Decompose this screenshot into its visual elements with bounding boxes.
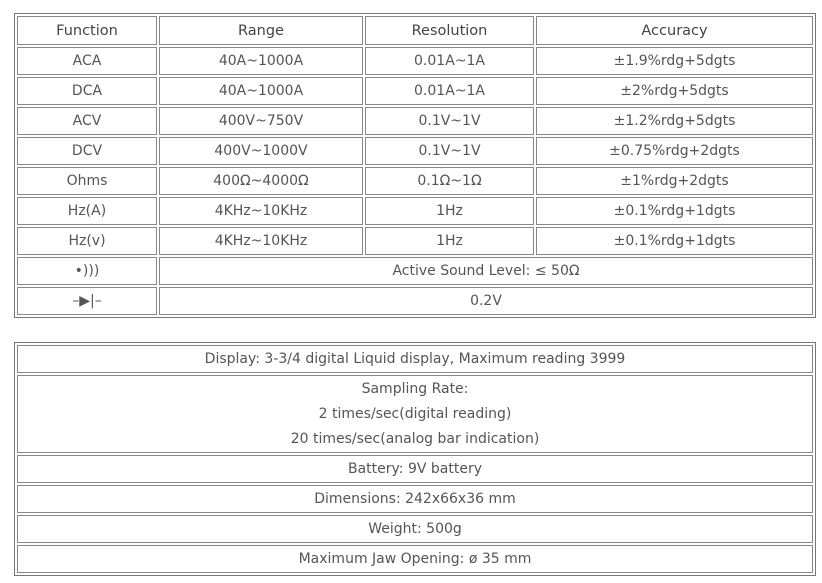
diode-row [17,287,813,315]
range-cell: 40A~1000A [159,77,363,105]
table-row [17,167,813,195]
resolution-cell: 0.01A~1A [365,47,534,75]
function-cell: Hz(A) [17,197,157,225]
sampling-rate-cell [17,375,813,453]
table-row [17,107,813,135]
function-cell: ACA [17,47,157,75]
table-header-row [17,16,813,45]
resolution-cell: 0.01A~1A [365,77,534,105]
resolution-cell: 1Hz [365,227,534,255]
table-row [17,77,813,105]
range-cell: 400V~750V [159,107,363,135]
accuracy-cell: ±0.1%rdg+1dgts [536,227,813,255]
range-cell: 400Ω~4000Ω [159,167,363,195]
header-accuracy: Accuracy [536,16,813,45]
table-row [17,227,813,255]
jaw-opening-row [17,545,813,573]
jaw-opening-spec: Maximum Jaw Opening: ø 35 mm [17,545,813,573]
diode-icon: –▶|– [17,287,157,315]
diode-value: 0.2V [159,287,813,315]
continuity-icon: •))) [17,257,157,285]
function-cell: Ohms [17,167,157,195]
display-row [17,345,813,373]
accuracy-cell: ±1.2%rdg+5dgts [536,107,813,135]
resolution-cell: 0.1Ω~1Ω [365,167,534,195]
display-spec: Display: 3-3/4 digital Liquid display, Maximum reading 3999 [17,345,813,373]
function-cell: DCV [17,137,157,165]
resolution-cell: 0.1V~1V [365,107,534,135]
header-function: Function [17,16,157,45]
dimensions-spec: Dimensions: 242x66x36 mm [17,485,813,513]
resolution-cell: 1Hz [365,197,534,225]
battery-row [17,455,813,483]
accuracy-cell: ±2%rdg+5dgts [536,77,813,105]
continuity-value: Active Sound Level: ≤ 50Ω [159,257,813,285]
general-specs-table [14,342,816,576]
resolution-cell: 0.1V~1V [365,137,534,165]
dimensions-row [17,485,813,513]
specification-table [14,13,816,318]
accuracy-cell: ±0.75%rdg+2dgts [536,137,813,165]
accuracy-cell: ±1.9%rdg+5dgts [536,47,813,75]
accuracy-cell: ±0.1%rdg+1dgts [536,197,813,225]
weight-spec: Weight: 500g [17,515,813,543]
sampling-rate-title: Sampling Rate: [361,380,469,397]
table-row [17,137,813,165]
header-range: Range [159,16,363,45]
function-cell: Hz(v) [17,227,157,255]
range-cell: 4KHz~10KHz [159,197,363,225]
weight-row [17,515,813,543]
continuity-row [17,257,813,285]
table-row [17,197,813,225]
table-row [17,47,813,75]
sampling-rate-analog: 20 times/sec(analog bar indication) [290,430,540,447]
range-cell: 40A~1000A [159,47,363,75]
sampling-rate-digital: 2 times/sec(digital reading) [318,405,512,422]
function-cell: DCA [17,77,157,105]
function-cell: ACV [17,107,157,135]
accuracy-cell: ±1%rdg+2dgts [536,167,813,195]
battery-spec: Battery: 9V battery [17,455,813,483]
range-cell: 400V~1000V [159,137,363,165]
sampling-row [17,375,813,453]
header-resolution: Resolution [365,16,534,45]
range-cell: 4KHz~10KHz [159,227,363,255]
